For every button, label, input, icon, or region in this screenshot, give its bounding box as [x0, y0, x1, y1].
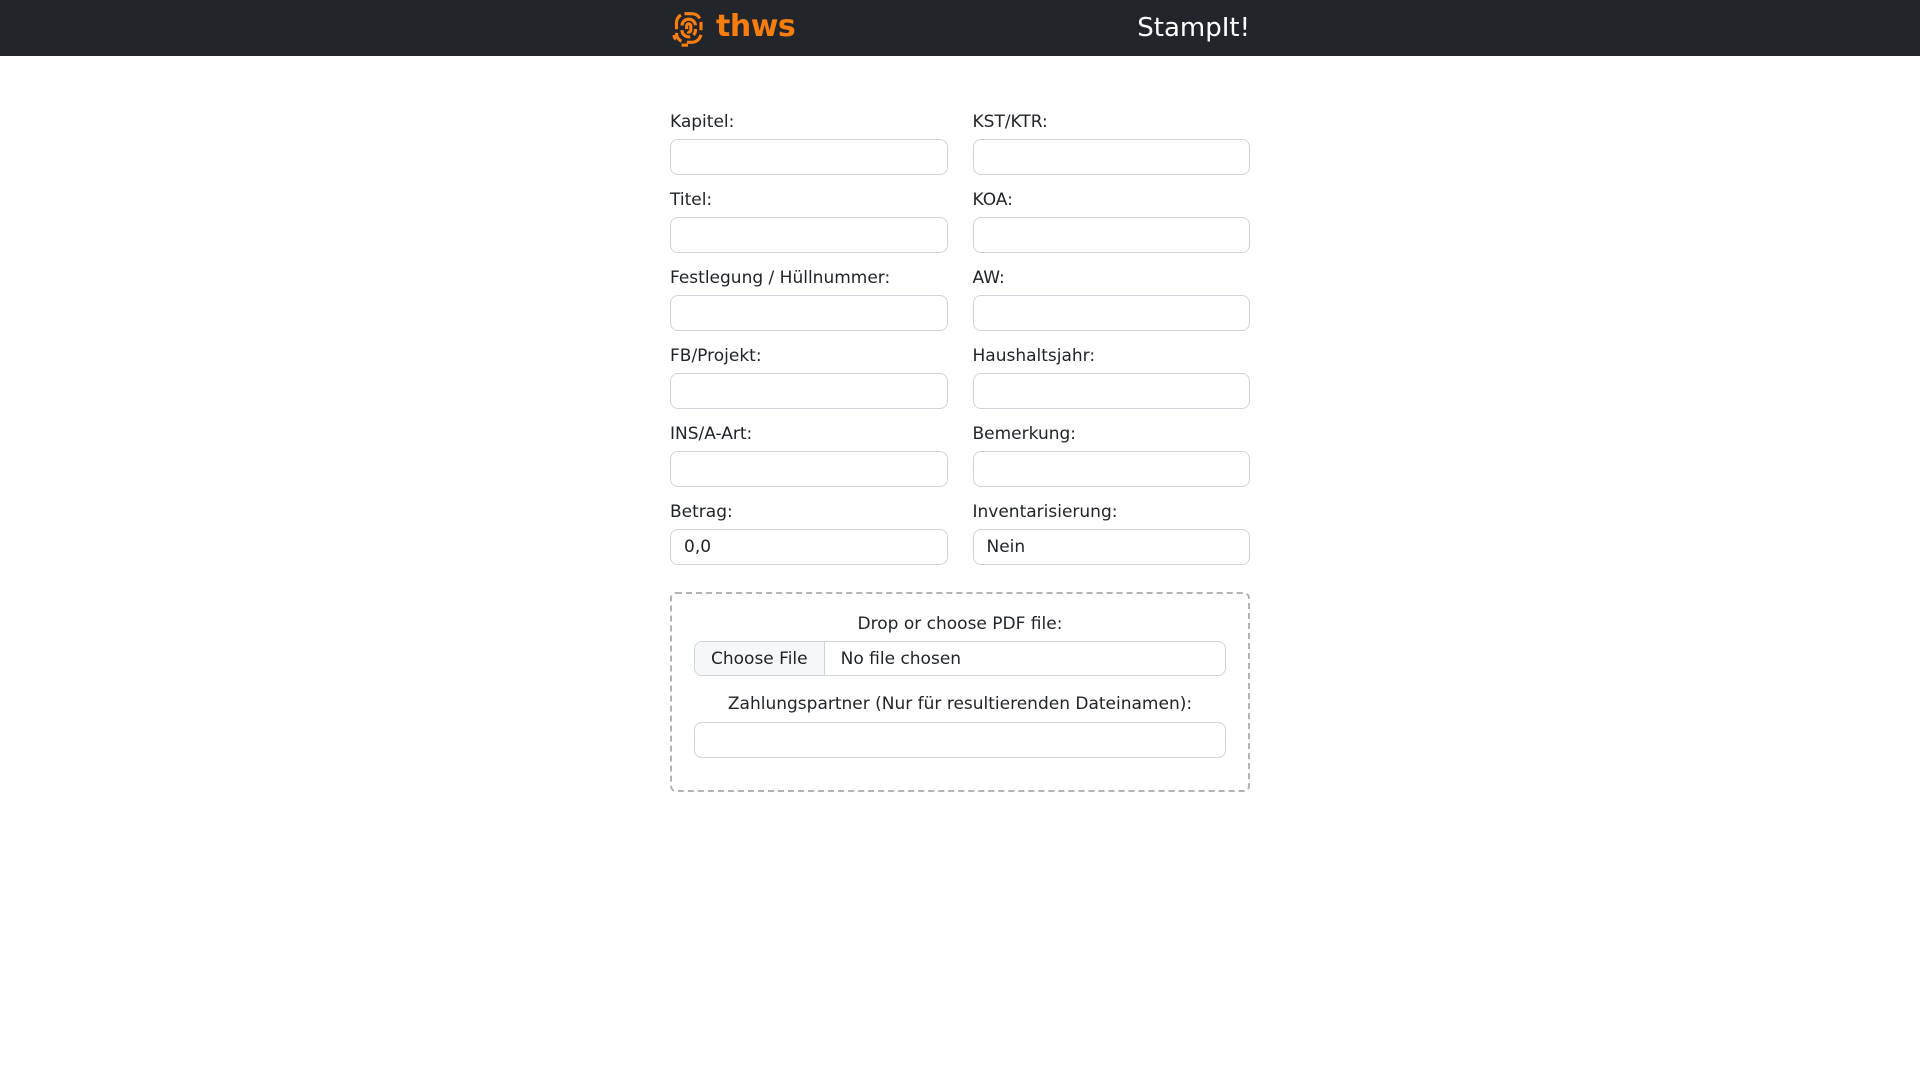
pdf-dropzone[interactable]: [670, 592, 1250, 792]
field-haushaltsjahr: [973, 344, 1251, 409]
field-titel: [670, 188, 948, 253]
field-fb-projekt: [670, 344, 948, 409]
input-bemerkung[interactable]: [973, 451, 1251, 487]
field-label-ins-a-art: INS/A-Art:: [670, 424, 753, 444]
field-label-aw: AW:: [972, 268, 1005, 288]
input-ins-a-art[interactable]: [670, 451, 948, 487]
field-label-betrag: Betrag:: [670, 502, 733, 522]
field-ins-a-art: [670, 422, 948, 487]
app-title: StampIt!: [1137, 13, 1250, 43]
thws-logo: [670, 9, 795, 47]
field-label-titel: Titel:: [670, 190, 713, 210]
field-kst-ktr: [973, 110, 1251, 175]
field-label-inventarisierung: Inventarisierung:: [972, 502, 1118, 522]
logo-wordmark: thws: [716, 8, 796, 44]
input-titel[interactable]: [670, 217, 948, 253]
field-label-fb-projekt: FB/Projekt:: [670, 346, 762, 366]
input-koa[interactable]: [973, 217, 1251, 253]
field-label-bemerkung: Bemerkung:: [972, 424, 1077, 444]
thws-fingerprint-icon: [670, 9, 707, 47]
zahlungspartner-label: Zahlungspartner (Nur für resultierenden Dateinamen):: [727, 694, 1193, 714]
field-label-haushaltsjahr: Haushaltsjahr:: [972, 346, 1096, 366]
input-haushaltsjahr[interactable]: [973, 373, 1251, 409]
input-kapitel[interactable]: [670, 139, 948, 175]
field-kapitel: [670, 110, 948, 175]
field-label-koa: KOA:: [972, 190, 1013, 210]
dropzone-title: Drop or choose PDF file:: [857, 614, 1063, 634]
file-status-text: No file chosen: [840, 648, 962, 669]
field-label-kapitel: Kapitel:: [670, 112, 735, 132]
field-bemerkung: [973, 422, 1251, 487]
field-label-festlegung-huellnummer: Festlegung / Hüllnummer:: [670, 268, 891, 288]
zahlungspartner-input[interactable]: [694, 722, 1226, 758]
input-kst-ktr[interactable]: [973, 139, 1251, 175]
choose-file-button[interactable]: Choose File: [695, 642, 825, 675]
input-festlegung-huellnummer[interactable]: [670, 295, 948, 331]
input-aw[interactable]: [973, 295, 1251, 331]
field-inventarisierung: [973, 500, 1251, 565]
pdf-file-input[interactable]: [694, 641, 1226, 676]
field-aw: [973, 266, 1251, 331]
fields-grid: [670, 110, 1250, 578]
input-inventarisierung[interactable]: [973, 529, 1251, 565]
field-label-kst-ktr: KST/KTR:: [972, 112, 1048, 132]
field-betrag: [670, 500, 948, 565]
input-fb-projekt[interactable]: [670, 373, 948, 409]
input-betrag[interactable]: [670, 529, 948, 565]
field-koa: [973, 188, 1251, 253]
app-header: [0, 0, 1920, 56]
field-festlegung-huellnummer: [670, 266, 948, 331]
